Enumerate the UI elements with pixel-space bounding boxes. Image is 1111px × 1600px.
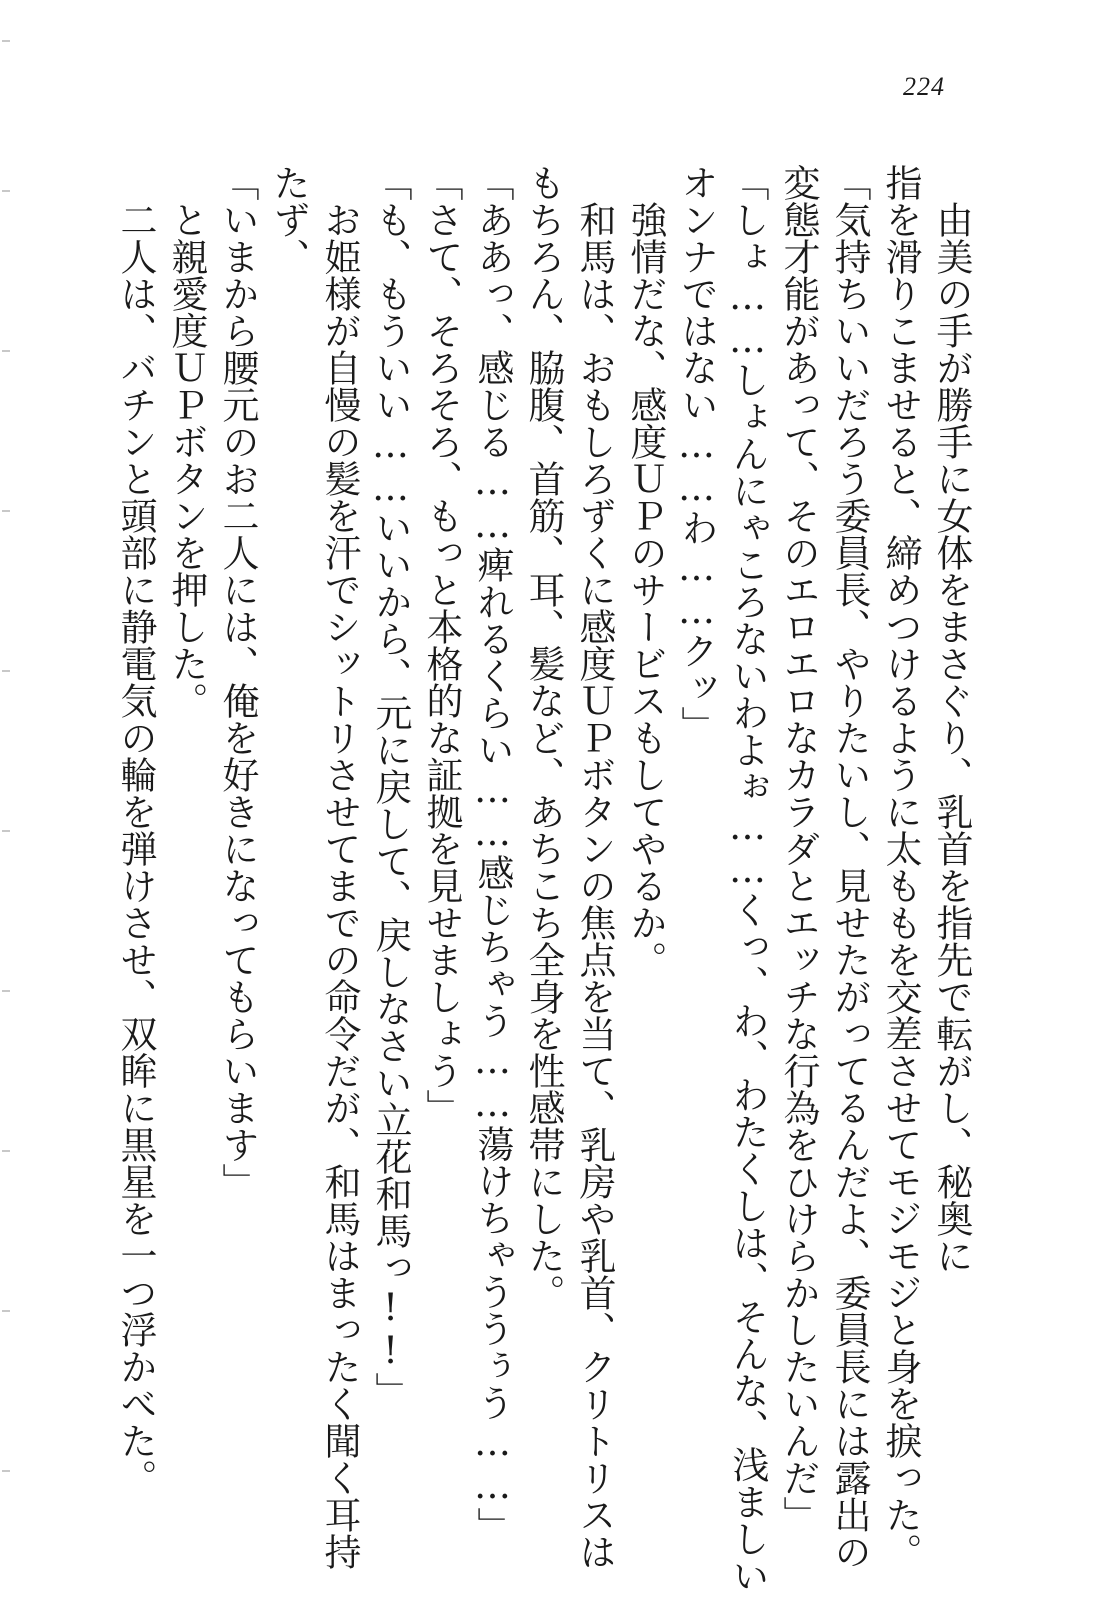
text-line: 「も、もういい……いいから、元に戻して、戻しなさい立花和馬っ!!」 <box>369 164 412 1409</box>
page-edge-mark <box>2 1470 10 1472</box>
page-edge-mark <box>2 350 10 352</box>
text-line: 由美の手が勝手に女体をまさぐり、乳首を指先で転がし、秘奥に <box>930 164 973 1274</box>
text-line: お姫様が自慢の髪を汗でシットリさせてまでの命令だが、和馬はまったく聞く耳持 <box>318 164 361 1570</box>
text-line: たず、 <box>267 164 310 275</box>
text-line: 変態才能があって、そのエロエロなカラダとエッチな行為をひけらかしたいんだ」 <box>777 164 820 1533</box>
page-edge-mark <box>2 670 10 672</box>
text-line: オンナではない……わ……クッ」 <box>675 164 718 743</box>
text-line: 二人は、バチンと頭部に静電気の輪を弾けさせ、双眸に黒星を一つ浮かべた。 <box>114 164 157 1496</box>
text-line: 強情だな、感度ＵＰのサービスもしてやるか。 <box>624 164 667 978</box>
text-line: 指を滑りこませると、締めつけるように太ももを交差させてモジモジと身を捩った。 <box>879 164 922 1570</box>
page-edge-mark <box>2 190 10 192</box>
page-edge-mark <box>2 830 10 832</box>
page-edge-mark <box>2 40 10 42</box>
text-line: もちろん、脇腹、首筋、耳、髪など、あちこち全身を性感帯にした。 <box>522 164 565 1311</box>
text-line: 「さて、そろそろ、もっと本格的な証拠を見せましょう」 <box>420 164 463 1126</box>
page-edge-mark <box>2 990 10 992</box>
text-line: 「しょ……しょんにゃころないわよぉ……くっ、わ、わたくしは、そんな、浅ましい <box>726 164 769 1594</box>
text-line: 「気持ちいいだろう委員長、やりたいし、見せたがってるんだよ、委員長には露出の <box>828 164 871 1570</box>
text-line: と親愛度ＵＰボタンを押した。 <box>165 164 208 719</box>
page-number: 224 <box>903 72 945 101</box>
page-edge-mark <box>2 1150 10 1152</box>
text-line: 「ああっ、感じる……痺れるくらい……感じちゃう……蕩けちゃううぅう……」 <box>471 164 514 1544</box>
text-line: 和馬は、おもしろずくに感度ＵＰボタンの焦点を当て、乳房や乳首、クリトリスは <box>573 164 616 1570</box>
page-edge-mark <box>2 510 10 512</box>
text-line: 「いまから腰元のお二人には、俺を好きになってもらいます」 <box>216 164 259 1200</box>
page-edge-mark <box>2 1310 10 1312</box>
